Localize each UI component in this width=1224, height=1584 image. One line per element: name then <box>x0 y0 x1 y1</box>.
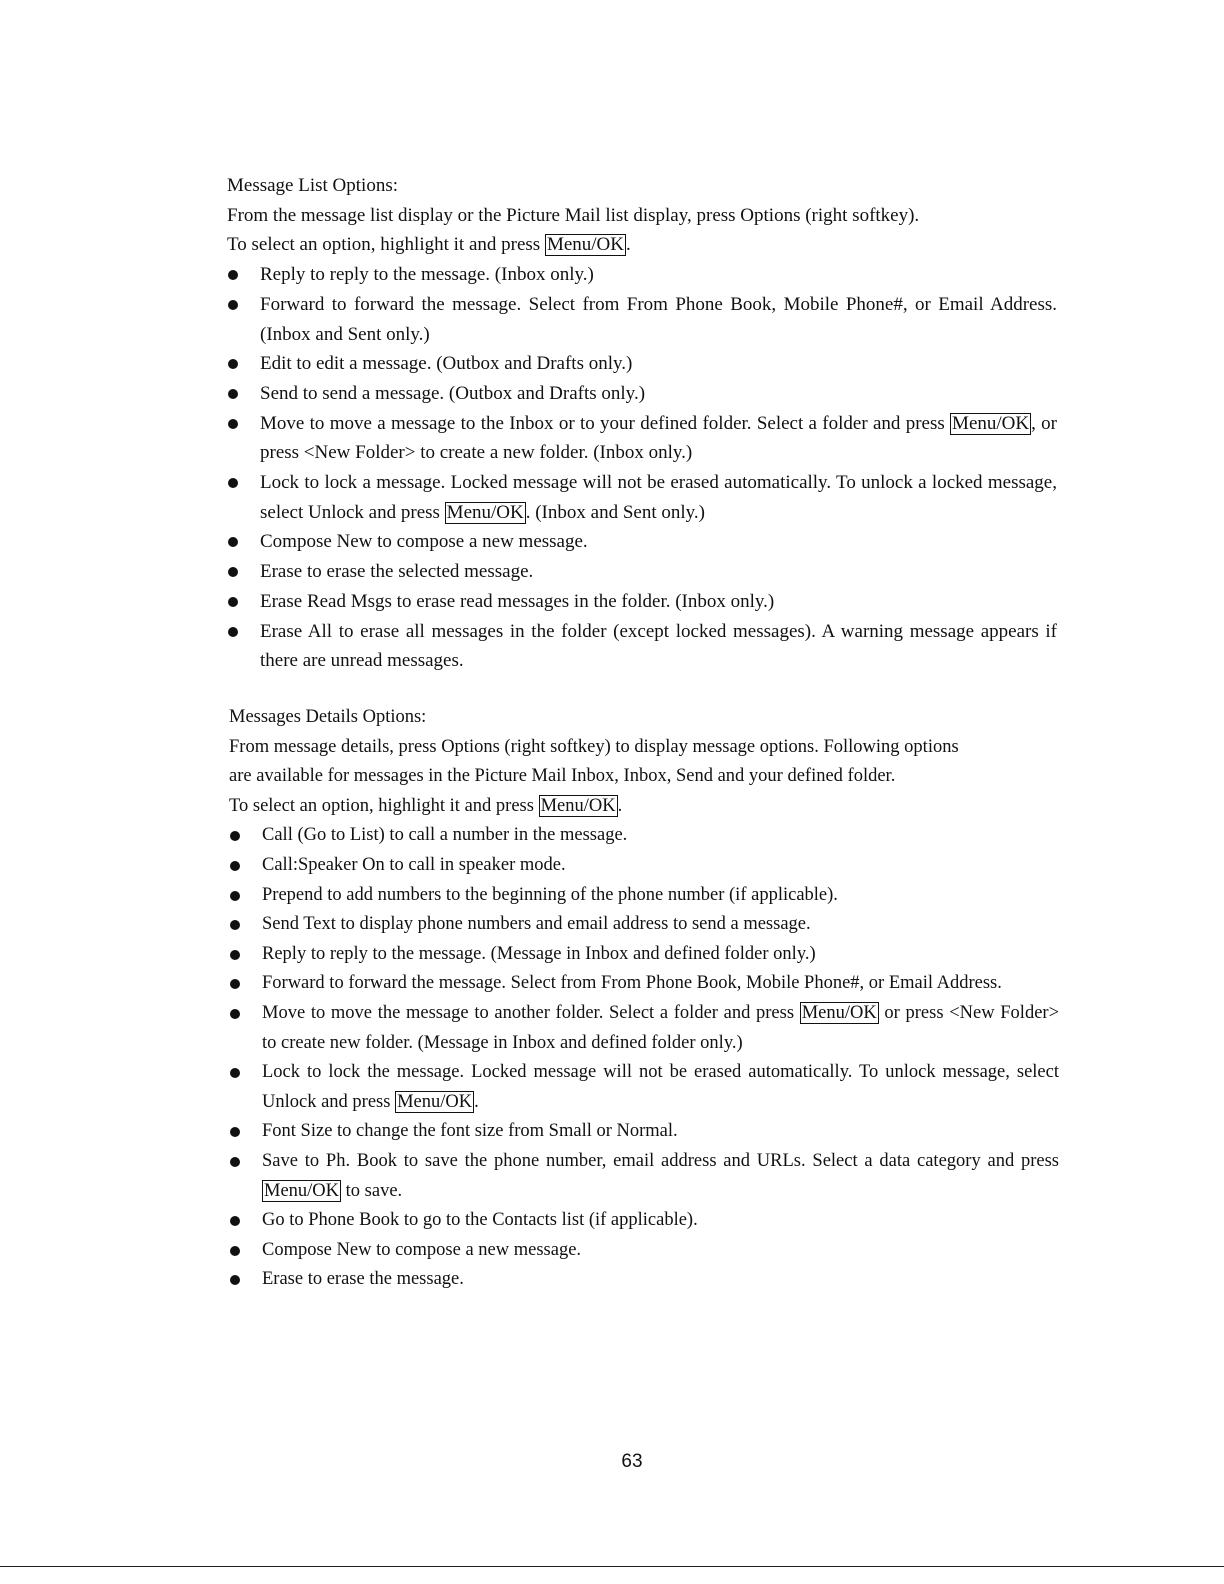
list-item: Call:Speaker On to call in speaker mode. <box>229 851 1059 881</box>
menu-ok-key-label: Menu/OK <box>801 1002 877 1023</box>
list-item: Move to move a message to the Inbox or to your defined folder. Select a folder and press Menu/OK , or press <New Folder> to create a new folder. (Inbox only.) <box>227 409 1057 468</box>
bullet-icon <box>230 1216 240 1226</box>
section-heading: Message List Options: <box>227 175 398 196</box>
list-item: Font Size to change the font size from Small or Normal. <box>229 1117 1059 1147</box>
list-item: Reply to reply to the message. (Message in Inbox and defined folder only.) <box>229 940 1059 970</box>
bullet-icon <box>230 831 240 841</box>
option-list <box>229 821 1059 1295</box>
list-item: Erase All to erase all messages in the folder (except locked messages). A warning message appears if there are unread messages. <box>227 617 1057 676</box>
list-item: Lock to lock a message. Locked message will not be erased automatically. To unlock a locked message, select Unlock and press Menu/OK . (Inbox and Sent only.) <box>227 468 1057 527</box>
intro-text: From message details, press Options (right softkey) to display message options. Following options <box>229 736 959 757</box>
intro-text: To select an option, highlight it and press Menu/OK . <box>227 234 631 256</box>
bullet-icon <box>228 270 238 280</box>
messages-details-options-section <box>229 703 1059 1295</box>
list-item: Compose New to compose a new message. <box>227 527 1057 557</box>
page-number: 63 <box>621 1451 643 1472</box>
list-item: Forward to forward the message. Select from From Phone Book, Mobile Phone#, or Email Address. (Inbox and Sent only.) <box>227 290 1057 349</box>
bullet-icon <box>228 478 238 488</box>
list-item: Erase to erase the message. <box>229 1265 1059 1295</box>
list-item: Prepend to add numbers to the beginning of the phone number (if applicable). <box>229 881 1059 911</box>
bullet-icon <box>228 359 238 369</box>
intro-text: To select an option, highlight it and press Menu/OK . <box>229 795 623 816</box>
list-item: Edit to edit a message. (Outbox and Drafts only.) <box>227 349 1057 379</box>
bullet-icon <box>228 597 238 607</box>
bullet-icon <box>230 1009 240 1019</box>
list-item: Lock to lock the message. Locked message will not be erased automatically. To unlock message, select Unlock and press Menu/OK . <box>229 1058 1059 1117</box>
menu-ok-key-label: Menu/OK <box>264 1180 340 1201</box>
list-item: Save to Ph. Book to save the phone number, email address and URLs. Select a data category and press Menu/OK to save. <box>229 1147 1059 1206</box>
menu-ok-key-label: Menu/OK <box>546 234 624 256</box>
menu-ok-key-label: Menu/OK <box>952 412 1030 434</box>
bullet-icon <box>230 979 240 989</box>
list-item: Erase to erase the selected message. <box>227 557 1057 587</box>
menu-ok-key-label: Menu/OK <box>446 501 524 523</box>
bullet-icon <box>228 537 238 547</box>
bullet-icon <box>228 567 238 577</box>
bullet-icon <box>230 920 240 930</box>
bullet-icon <box>230 1068 240 1078</box>
intro-text: are available for messages in the Picture Mail Inbox, Inbox, Send and your defined folder. <box>229 766 896 787</box>
bullet-icon <box>228 419 238 429</box>
list-item: Go to Phone Book to go to the Contacts list (if applicable). <box>229 1206 1059 1236</box>
message-list-options-section <box>227 171 1057 676</box>
bullet-icon <box>230 1246 240 1256</box>
list-item: Send Text to display phone numbers and email address to send a message. <box>229 910 1059 940</box>
list-item: Forward to forward the message. Select from From Phone Book, Mobile Phone#, or Email Address. <box>229 969 1059 999</box>
bullet-icon <box>230 861 240 871</box>
bullet-icon <box>230 1275 240 1285</box>
bullet-icon <box>230 1127 240 1137</box>
bullet-icon <box>228 389 238 399</box>
bullet-icon <box>230 891 240 901</box>
bullet-icon <box>230 1157 240 1167</box>
list-item: Erase Read Msgs to erase read messages in the folder. (Inbox only.) <box>227 587 1057 617</box>
bullet-icon <box>228 300 238 310</box>
option-list <box>227 260 1057 676</box>
intro-text: From the message list display or the Picture Mail list display, press Options (right softkey). <box>227 204 920 226</box>
list-item: Compose New to compose a new message. <box>229 1236 1059 1266</box>
bullet-icon <box>230 950 240 960</box>
menu-ok-key-label: Menu/OK <box>540 795 616 816</box>
list-item: Reply to reply to the message. (Inbox only.) <box>227 260 1057 290</box>
list-item: Call (Go to List) to call a number in the message. <box>229 821 1059 851</box>
menu-ok-key-label: Menu/OK <box>397 1091 473 1112</box>
list-item: Move to move the message to another folder. Select a folder and press Menu/OK or press <New Folder> to create new folder. (Message in Inbox and defined folder only.) <box>229 999 1059 1058</box>
scan-edge-line <box>0 1566 1224 1567</box>
bullet-icon <box>228 627 238 637</box>
list-item: Send to send a message. (Outbox and Drafts only.) <box>227 379 1057 409</box>
section-heading: Messages Details Options: <box>229 707 427 727</box>
